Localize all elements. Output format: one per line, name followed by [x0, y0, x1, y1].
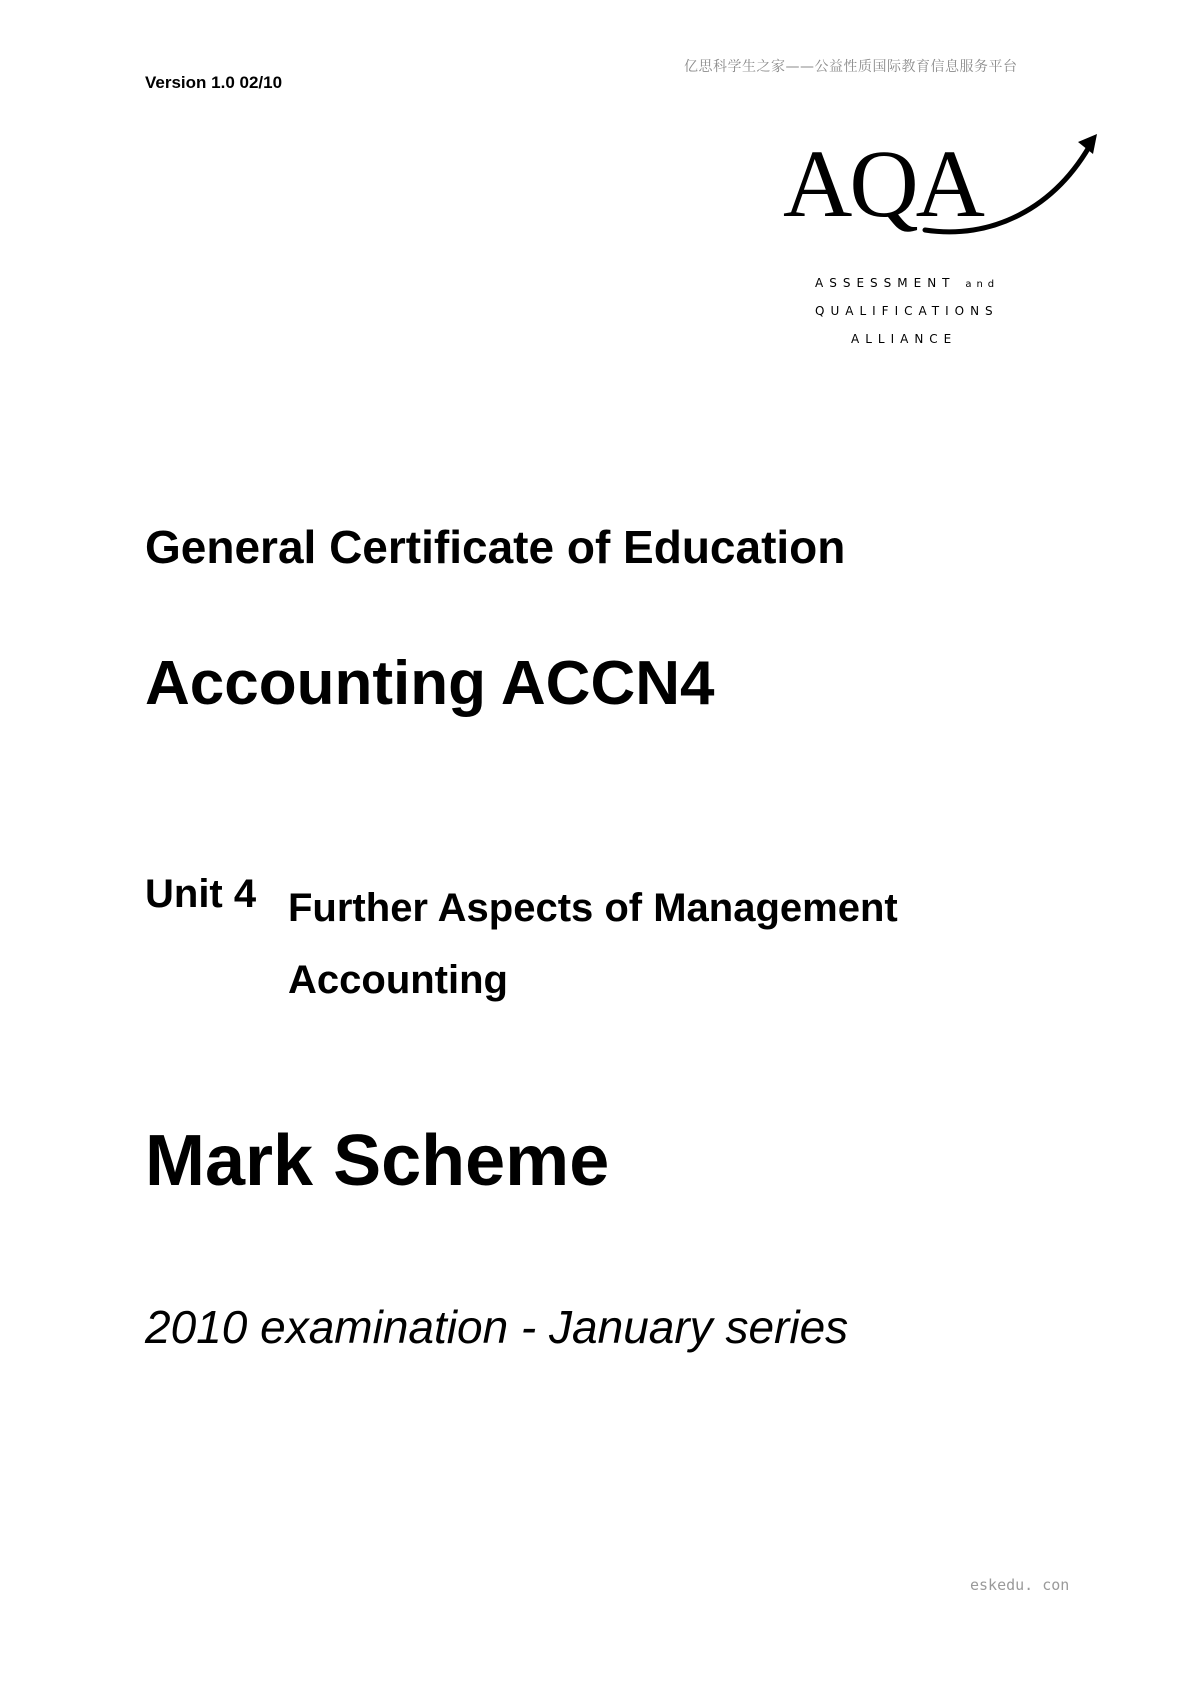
- aqa-logo: [775, 130, 1105, 350]
- qualification-heading: General Certificate of Education: [145, 521, 846, 573]
- subject-title: Accounting ACCN4: [145, 649, 715, 718]
- unit-title: Further Aspects of Management Accounting: [288, 886, 898, 1002]
- aqa-logo-wordmark: AQA: [783, 130, 982, 237]
- document-type-title: Mark Scheme: [145, 1121, 610, 1201]
- logo-tagline-line1: ASSESSMENT and: [815, 276, 1000, 290]
- watermark-header: 亿思科学生之家——公益性质国际教育信息服务平台: [684, 59, 1018, 75]
- logo-tagline-line3: ALLIANCE: [851, 332, 958, 346]
- swoosh-arrow-icon: [775, 130, 1105, 270]
- exam-series: 2010 examination - January series: [145, 1301, 849, 1353]
- logo-tagline-line2: QUALIFICATIONS: [815, 304, 999, 318]
- unit-number: Unit 4: [145, 872, 257, 916]
- watermark-footer: eskedu. con: [970, 1576, 1070, 1594]
- version-label: Version 1.0 02/10: [145, 73, 283, 92]
